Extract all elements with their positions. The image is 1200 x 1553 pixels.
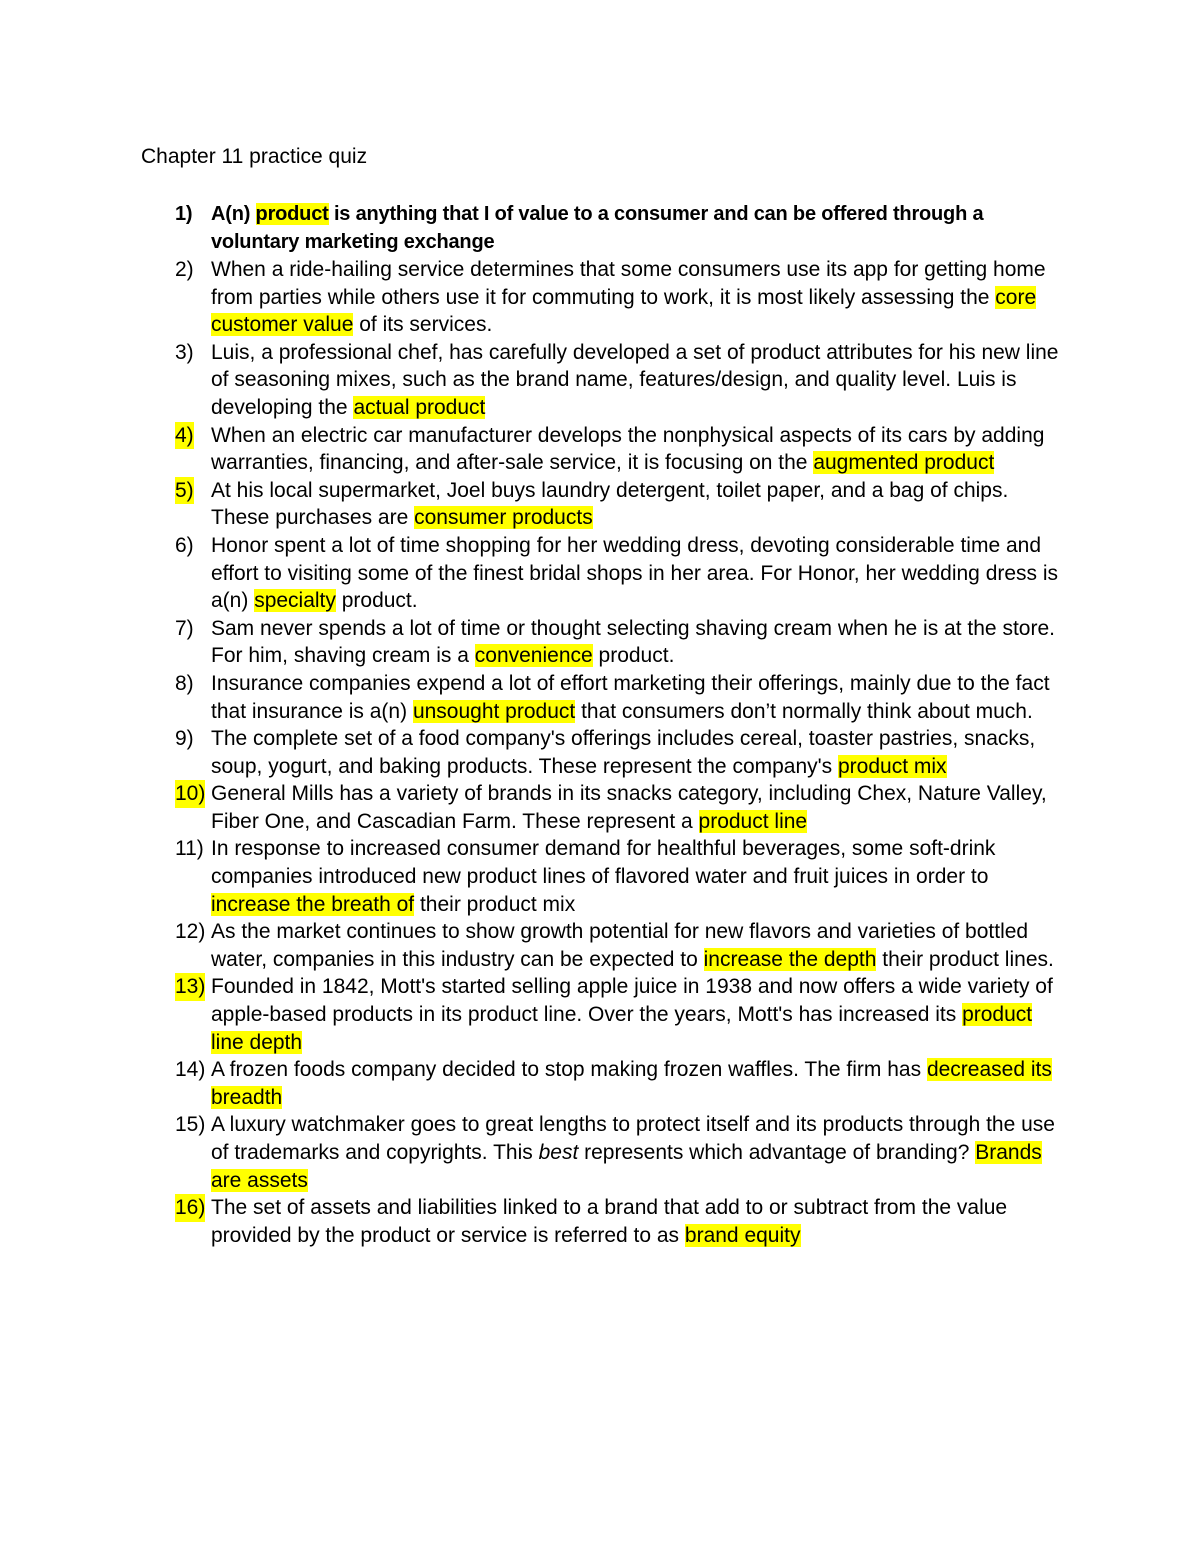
highlighted-answer: consumer products [414,506,593,530]
quiz-question-2 [175,256,1060,339]
highlighted-answer: Brands are assets [211,1141,1042,1192]
quiz-question-16 [175,1194,1060,1249]
question-text-end: their product mix [414,892,576,916]
question-number: 10) [175,780,205,808]
question-text: A luxury watchmaker goes to great lengths to protect itself and its products through the use of trademarks and copyrights. This [211,1113,1055,1164]
question-text: The set of assets and liabilities linked to a brand that add to or subtract from the value provided by the product or service is referred to as [211,1196,1008,1247]
quiz-question-12 [175,918,1060,973]
highlighted-answer: product line depth [211,1003,1033,1054]
highlighted-answer: augmented product [813,451,995,475]
question-number: 5) [175,477,194,505]
highlighted-answer: actual product [353,395,486,419]
highlighted-answer: product mix [838,754,947,778]
question-number: 15) [175,1113,206,1137]
question-number: 7) [175,616,194,640]
question-text: When a ride-hailing service determines that some consumers use its app for getting home from parties while others use it for commuting to work, it is most likely assessing the [211,258,1046,309]
question-text-end: is anything that I of value to a consumer and can be offered through a voluntary marketing exchange [211,203,984,253]
quiz-question-list [175,200,1060,1249]
question-number: 12) [175,920,206,944]
question-text: When an electric car manufacturer develops the nonphysical aspects of its cars by adding warranties, financing, and after-sale service, it is focusing on the [211,423,1045,475]
highlighted-answer: convenience [474,644,593,668]
highlighted-answer: brand equity [684,1223,801,1247]
question-number: 6) [175,533,194,557]
question-text: At his local supermarket, Joel buys laundry detergent, toilet paper, and a bag of chips. These purchases are [211,478,1009,530]
question-number: 14) [175,1058,206,1082]
question-text: A frozen foods company decided to stop making frozen waffles. The firm has [211,1058,927,1082]
quiz-question-3 [175,339,1060,422]
italic-word: best [538,1141,579,1164]
question-text-end: product. [592,644,675,668]
question-text: In response to increased consumer demand for healthful beverages, some soft-drink companies introduced new product lines of flavored water and fruit juices in order to [211,837,996,889]
quiz-question-4 [175,422,1060,477]
question-number: 1) [175,203,193,225]
highlighted-answer: decreased its breadth [211,1058,1052,1109]
quiz-question-15 [175,1111,1060,1194]
highlighted-answer: increase the depth [703,947,877,971]
quiz-question-9 [175,725,1060,780]
question-text: As the market continues to show growth potential for new flavors and varieties of bottled water, companies in this industry can be expected to [211,920,1029,971]
page-title: Chapter 11 practice quiz [141,145,368,168]
highlighted-answer: product [255,203,329,225]
question-text: General Mills has a variety of brands in its snacks category, including Chex, Nature Valley, Fiber One, and Cascadian Farm. These represent a [211,782,1047,833]
highlighted-answer: core customer value [211,285,1037,337]
question-text: A(n) [211,203,256,225]
highlighted-answer: unsought product [412,699,576,723]
question-text-continued: represents which advantage of branding? [578,1141,976,1164]
question-number: 11) [175,837,204,861]
question-text-end: product. [335,589,418,613]
question-number: 9) [175,727,194,751]
question-number: 2) [175,258,194,281]
question-text-end: of its services. [353,313,493,337]
question-text: Founded in 1842, Mott's started selling apple juice in 1938 and now offers a wide variety of apple-based products in its product line. Over the years, Mott's has increased its [211,975,1053,1027]
quiz-question-14 [175,1056,1060,1111]
quiz-question-13 [175,973,1060,1056]
question-text: Insurance companies expend a lot of effort marketing their offerings, mainly due to the fact that insurance is a(n) [211,671,1050,723]
highlighted-answer: product line [698,809,808,833]
question-text-end: their product lines. [876,947,1054,971]
quiz-question-5 [175,477,1060,532]
quiz-question-11 [175,835,1060,918]
question-text: Luis, a professional chef, has carefully developed a set of product attributes for his new line of seasoning mixes, such as the brand name, features/design, and quality level. Luis is developing the [211,340,1059,419]
question-text: Honor spent a lot of time shopping for her wedding dress, devoting considerable time and effort to visiting some of the finest bridal shops in her area. For Honor, her wedding dress is a(n) [211,533,1059,613]
quiz-question-8 [175,670,1060,725]
question-text: Sam never spends a lot of time or thought selecting shaving cream when he is at the store. For him, shaving cream is a [211,616,1055,668]
question-number: 16) [175,1194,205,1222]
question-number: 3) [175,340,194,364]
question-text: The complete set of a food company's offerings includes cereal, toaster pastries, snacks, soup, yogurt, and baking products. These represent the company's [211,727,1036,778]
highlighted-answer: specialty [254,589,336,613]
quiz-question-6 [175,532,1060,615]
question-number: 4) [175,422,194,450]
question-number: 8) [175,671,194,695]
question-text-end: that consumers don’t normally think about much. [575,699,1033,723]
quiz-question-10 [175,780,1060,835]
quiz-question-1 [175,200,1060,256]
highlighted-answer: increase the breath of [211,892,415,916]
quiz-question-7 [175,615,1060,670]
question-number: 13) [175,973,205,1001]
